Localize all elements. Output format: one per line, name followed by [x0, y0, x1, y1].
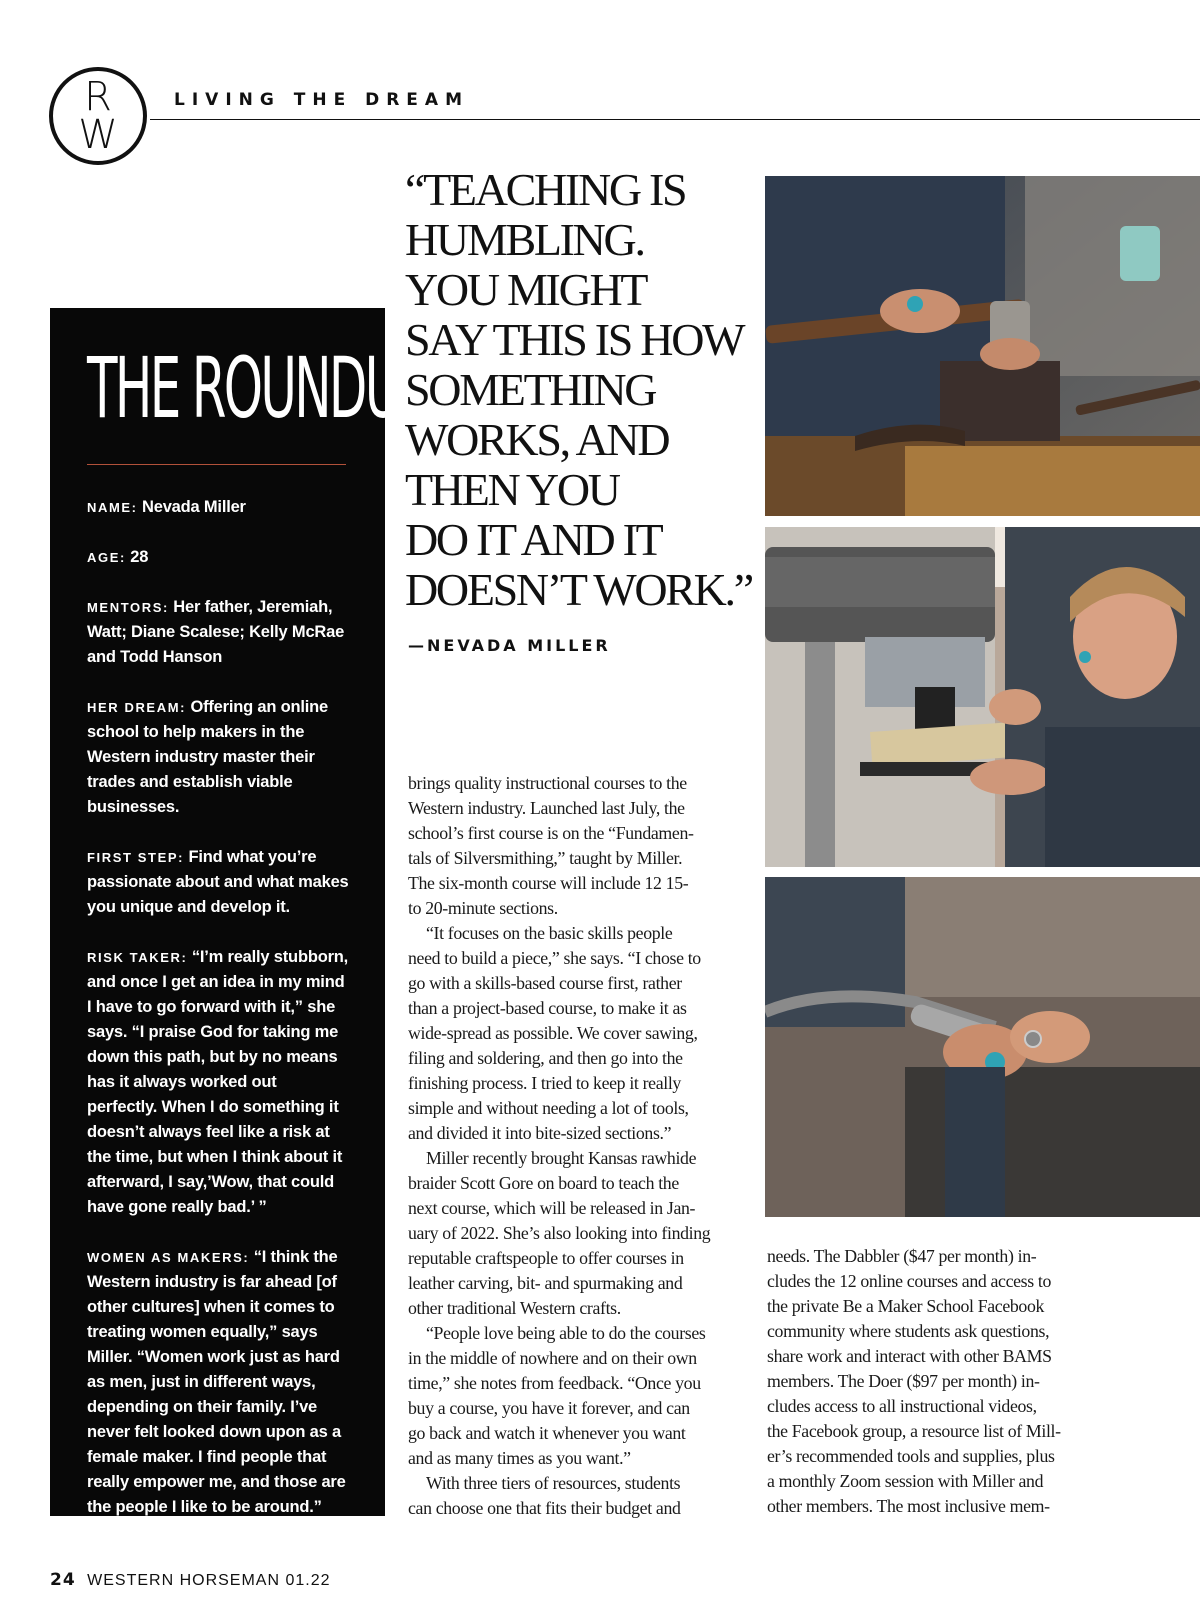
- sidebar-fact-label: NAME:: [87, 500, 138, 515]
- body-text-line: school’s first course is on the “Fundamen-: [408, 823, 694, 843]
- body-text-line: go with a skills-based course first, rather: [408, 973, 682, 993]
- publication-name: WESTERN HORSEMAN: [87, 1572, 281, 1589]
- pull-quote-line: DOESN’T WORK.”: [405, 564, 752, 615]
- issue-date: 01.22: [285, 1572, 331, 1589]
- page-number: 24: [50, 1570, 76, 1590]
- body-text-line: “People love being able to do the courses: [426, 1323, 706, 1343]
- body-text-line: wide-spread as possible. We cover sawing,: [408, 1023, 698, 1043]
- pull-quote-line: HUMBLING.: [405, 214, 644, 265]
- photo-rotary-tool: [765, 877, 1200, 1217]
- pull-quote: [405, 165, 750, 615]
- body-text-line: need to build a piece,” she says. “I chose to: [408, 948, 701, 968]
- sidebar-divider: [87, 464, 346, 465]
- pull-quote-line: DO IT AND IT: [405, 514, 662, 565]
- sidebar-fact: [87, 845, 349, 920]
- photo-hammering-silver: [765, 176, 1200, 516]
- sidebar-fact-text: “I’m really stubborn, and once I get an idea in my mind I have to go forward with it,” she says. “I praise God for taking me down this path, but by no means has it always worked out perfectly. When I do something it doesn’t always feel like a risk at the time, but when I think about it afterward, I say,’Wow, that could have gone really bad.’ ”: [87, 948, 349, 1216]
- logo-letter-w: W: [78, 112, 118, 158]
- sidebar-fact: [87, 1245, 349, 1520]
- body-text-line: a monthly Zoom session with Miller and: [767, 1471, 1044, 1491]
- sidebar-fact: [87, 945, 349, 1220]
- sidebar-fact-label: MENTORS:: [87, 600, 169, 615]
- body-text-line: the private Be a Maker School Facebook: [767, 1296, 1045, 1316]
- sidebar-fact-text: Nevada Miller: [142, 498, 246, 516]
- sidebar-fact-text: Her father, Jeremiah, Watt; Diane Scalese; Kelly McRae and Todd Hanson: [87, 598, 345, 666]
- body-text-line: the Facebook group, a resource list of Mill-: [767, 1421, 1061, 1441]
- body-text-line: braider Scott Gore on board to teach the: [408, 1173, 679, 1193]
- body-text-line: other members. The most inclusive mem-: [767, 1496, 1050, 1516]
- pull-quote-line: “TEACHING IS: [405, 164, 686, 215]
- body-text-line: The six-month course will include 12 15-: [408, 873, 689, 893]
- body-text-line: can choose one that fits their budget and: [408, 1498, 681, 1518]
- body-text-line: er’s recommended tools and supplies, plus: [767, 1446, 1055, 1466]
- sidebar-fact: [87, 495, 349, 520]
- body-text-line: members. The Doer ($97 per month) in-: [767, 1371, 1040, 1391]
- body-text-line: and divided it into bite-sized sections.”: [408, 1123, 672, 1143]
- body-text-line: go back and watch it whenever you want: [408, 1423, 686, 1443]
- pull-quote-line: SOMETHING: [405, 364, 656, 415]
- section-label: LIVING THE DREAM: [174, 90, 469, 110]
- body-text-line: simple and without needing a lot of tools,: [408, 1098, 689, 1118]
- body-text-line: filing and soldering, and then go into the: [408, 1048, 683, 1068]
- photo-drill-press: [765, 527, 1200, 867]
- body-text-line: share work and interact with other BAMS: [767, 1346, 1052, 1366]
- page-footer: [50, 1570, 331, 1590]
- body-text-line: “It focuses on the basic skills people: [426, 923, 673, 943]
- body-text-line: and as many times as you want.”: [408, 1448, 631, 1468]
- pull-quote-line: YOU MIGHT: [405, 264, 647, 315]
- roundup-sidebar: [50, 308, 427, 1516]
- body-text-line: to 20-minute sections.: [408, 898, 558, 918]
- body-text-line: cludes access to all instructional videos,: [767, 1396, 1037, 1416]
- body-text-line: next course, which will be released in Jan-: [408, 1198, 696, 1218]
- sidebar-fact: [87, 595, 349, 670]
- quote-attribution: —NEVADA MILLER: [408, 636, 611, 655]
- body-text-line: needs. The Dabbler ($47 per month) in-: [767, 1246, 1037, 1266]
- sidebar-fact-label: FIRST STEP:: [87, 850, 185, 865]
- sidebar-fact-text: Offering an online school to help makers in the Western industry master their trades and establish viable businesses.: [87, 698, 329, 816]
- body-text-line: finishing process. I tried to keep it really: [408, 1073, 681, 1093]
- sidebar-title: THE ROUNDUP: [87, 339, 427, 437]
- sidebar-fact-label: WOMEN AS MAKERS:: [87, 1250, 250, 1265]
- sidebar-fact-label: RISK TAKER:: [87, 950, 188, 965]
- body-text-line: leather carving, bit- and spurmaking and: [408, 1273, 683, 1293]
- sidebar-fact-text: “I think the Western industry is far ahead [of other cultures] when it comes to treating women equally,” says Miller. “Women work just as hard as men, just in different ways, depending on their family. I’ve never felt looked down upon as a female maker. I find people that really empower me, and those are the people I like to be around.”: [87, 1248, 346, 1516]
- sidebar-fact: [87, 545, 349, 570]
- sidebar-fact: [87, 695, 349, 820]
- logo: [49, 67, 147, 165]
- body-text-line: Western industry. Launched last July, the: [408, 798, 685, 818]
- header-rule: [150, 119, 1200, 120]
- body-text-line: community where students ask questions,: [767, 1321, 1050, 1341]
- body-text-line: Miller recently brought Kansas rawhide: [426, 1148, 697, 1168]
- body-text-line: other traditional Western crafts.: [408, 1298, 621, 1318]
- body-column-2: [767, 1244, 1105, 1519]
- body-text-line: With three tiers of resources, students: [426, 1473, 681, 1493]
- pull-quote-line: WORKS, AND: [405, 414, 669, 465]
- body-text-line: time,” she notes from feedback. “Once you: [408, 1373, 701, 1393]
- body-text-line: brings quality instructional courses to the: [408, 773, 687, 793]
- body-text-line: in the middle of nowhere and on their own: [408, 1348, 697, 1368]
- pull-quote-line: SAY THIS IS HOW: [405, 314, 744, 365]
- body-text-line: reputable craftspeople to offer courses in: [408, 1248, 684, 1268]
- body-text-line: uary of 2022. She’s also looking into finding: [408, 1223, 711, 1243]
- sidebar-fact-text: 28: [130, 548, 149, 566]
- logo-letter-r: R: [84, 74, 112, 120]
- sidebar-fact-label: HER DREAM:: [87, 700, 187, 715]
- pull-quote-line: THEN YOU: [405, 464, 619, 515]
- body-text-line: buy a course, you have it forever, and can: [408, 1398, 690, 1418]
- sidebar-fact-label: AGE:: [87, 550, 126, 565]
- sidebar-items: [87, 495, 385, 1520]
- sidebar-fact-text: Find what you’re passionate about and what makes you unique and develop it.: [87, 848, 349, 916]
- body-column-1: [408, 771, 746, 1521]
- body-text-line: than a project-based course, to make it as: [408, 998, 687, 1018]
- body-text-line: tals of Silversmithing,” taught by Miller.: [408, 848, 683, 868]
- body-text-line: cludes the 12 online courses and access to: [767, 1271, 1052, 1291]
